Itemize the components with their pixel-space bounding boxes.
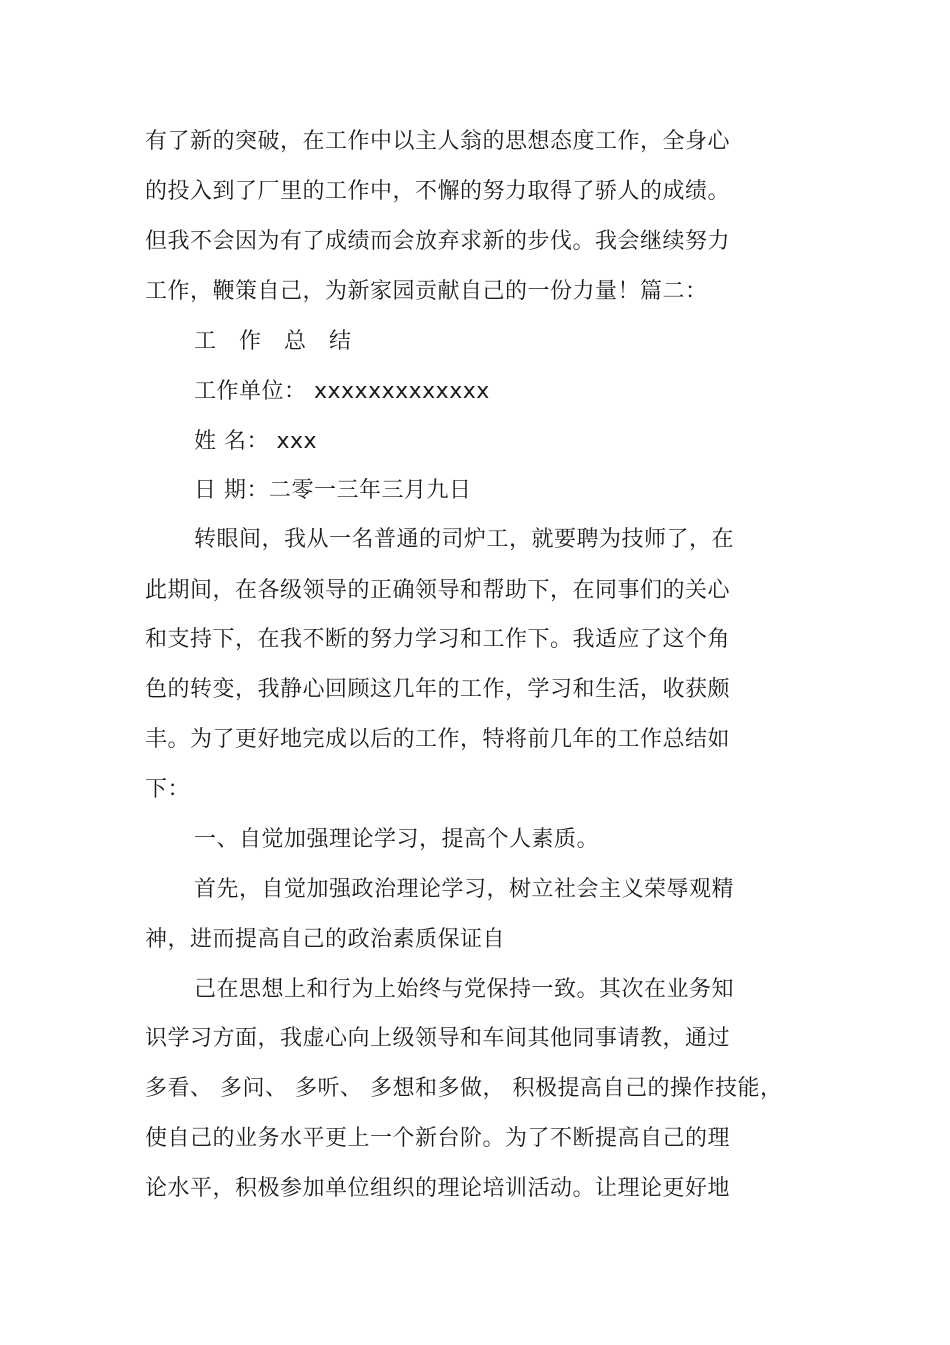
paragraph-line: 首先，自觉加强政治理论学习，树立社会主义荣辱观精 [194, 877, 735, 902]
paragraph-line: 的投入到了厂里的工作中，不懈的努力取得了骄人的成绩。 [145, 179, 731, 204]
paragraph-line: 工作，鞭策自己，为新家园贡献自己的一份力量！篇二： [145, 279, 708, 304]
paragraph-line: 色的转变，我静心回顾这几年的工作，学习和生活，收获颇 [145, 677, 731, 702]
paragraph-line: 有了新的突破，在工作中以主人翁的思想态度工作，全身心 [145, 129, 731, 154]
paragraph-line: 论水平，积极参加单位组织的理论培训活动。让理论更好地 [145, 1176, 731, 1201]
name-line: 姓 名： xxx [194, 429, 318, 454]
paragraph-line: 己在思想上和行为上始终与党保持一致。其次在业务知 [194, 977, 735, 1002]
paragraph-line: 丰。为了更好地完成以后的工作，特将前几年的工作总结如 [145, 727, 731, 752]
paragraph-line: 神，进而提高自己的政治素质保证自 [145, 927, 506, 952]
date-line: 日 期：二零一三年三月九日 [194, 478, 472, 503]
section-title: 工作总结 [194, 329, 375, 354]
paragraph-line: 此期间，在各级领导的正确领导和帮助下，在同事们的关心 [145, 578, 731, 603]
paragraph-line: 转眼间，我从一名普通的司炉工，就要聘为技师了，在 [194, 527, 735, 552]
paragraph-line: 识学习方面，我虚心向上级领导和车间其他同事请教，通过 [145, 1026, 731, 1051]
section-heading: 一、自觉加强理论学习，提高个人素质。 [194, 827, 600, 852]
paragraph-line: 下： [145, 777, 191, 802]
paragraph-line: 使自己的业务水平更上一个新台阶。为了不断提高自己的理 [145, 1126, 731, 1151]
work-unit-line: 工作单位： xxxxxxxxxxxxx [194, 379, 490, 404]
paragraph-line: 但我不会因为有了成绩而会放弃求新的步伐。我会继续努力 [145, 229, 731, 254]
paragraph-line: 和支持下，在我不断的努力学习和工作下。我适应了这个角 [145, 627, 731, 652]
paragraph-line: 多看、 多问、 多听、 多想和多做， 积极提高自己的操作技能， [145, 1076, 783, 1101]
